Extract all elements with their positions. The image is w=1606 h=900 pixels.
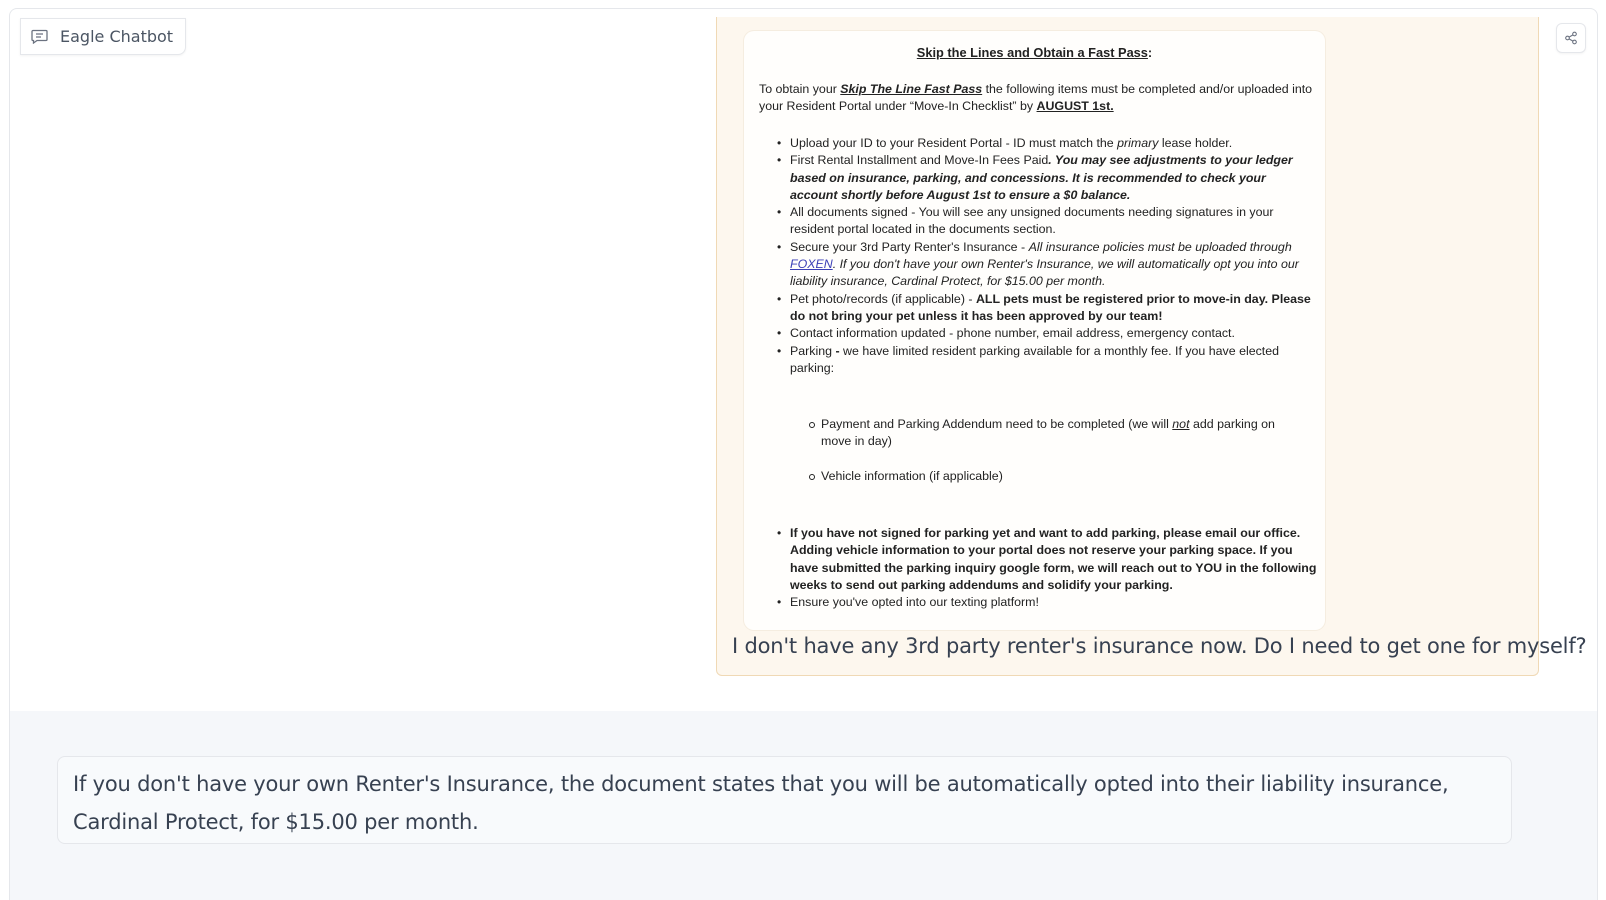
checklist	[759, 135, 1314, 377]
list-item: Payment and Parking Addendum need to be completed (we will not add parking on move in day)	[790, 416, 1300, 451]
doc-title: Skip the Lines and Obtain a Fast Pass:	[916, 45, 1153, 60]
list-item: • Pet photo/records (if applicable) - ALL pets must be registered prior to move-in day. Please do not bring your pet unless it has been approved by our team!	[759, 291, 1314, 326]
attached-document-image	[744, 31, 1325, 630]
user-message-bubble	[716, 17, 1587, 676]
list-item: • Parking - we have limited resident parking available for a monthly fee. If you have elected parking:	[759, 343, 1314, 378]
foxen-link[interactable]: FOXEN	[790, 257, 833, 272]
bot-message-row	[10, 711, 1598, 900]
list-item: • First Rental Installment and Move-In Fees Paid. You may see adjustments to your ledger based on insurance, parking, and concessions. It is recommended to check your account shortly before August 1st to ensure a $0 balance.	[759, 152, 1314, 204]
chatbot-title: Eagle Chatbot	[60, 27, 174, 46]
share-icon	[1564, 31, 1578, 45]
doc-intro: To obtain your Skip The Line Fast Pass the following items must be completed and/or uploaded into your Resident Portal under “Move-In Checklist” by AUGUST 1st.	[759, 82, 1313, 114]
list-item: • Ensure you've opted into our texting platform!	[759, 594, 1319, 611]
list-item: • All documents signed - You will see any unsigned documents needing signatures in your resident portal located in the documents section.	[759, 204, 1314, 239]
chat-bubble-icon	[31, 29, 48, 44]
bot-message-bubble: If you don't have your own Renter's Insurance, the document states that you will be automatically opted into their liability insurance, Cardinal Protect, for $15.00 per month.	[57, 756, 1512, 844]
list-item: • Secure your 3rd Party Renter's Insurance - All insurance policies must be uploaded through FOXEN. If you don't have your own Renter's Insurance, we will automatically opt you into our liability insurance, Cardinal Protect, for $15.00 per month.	[759, 239, 1314, 291]
parking-sublist	[790, 416, 1300, 502]
share-button[interactable]	[1556, 23, 1586, 53]
list-item: • Contact information updated - phone number, email address, emergency contact.	[759, 325, 1314, 342]
chat-window	[9, 8, 1598, 900]
checklist-tail	[759, 525, 1319, 611]
user-message-text: I don't have any 3rd party renter's insurance now. Do I need to get one for myself?	[732, 634, 1587, 658]
chatbot-title-chip	[20, 18, 186, 55]
list-item: • Upload your ID to your Resident Portal - ID must match the primary lease holder.	[759, 135, 1314, 152]
list-item: • If you have not signed for parking yet and want to add parking, please email our office. Adding vehicle information to your portal does not reserve your parking space. If you have submitted the parking inquiry google form, we will reach out to YOU in the following weeks to send out parking addendums and solidify your parking.	[759, 525, 1319, 594]
list-item: Vehicle information (if applicable)	[790, 468, 1300, 485]
